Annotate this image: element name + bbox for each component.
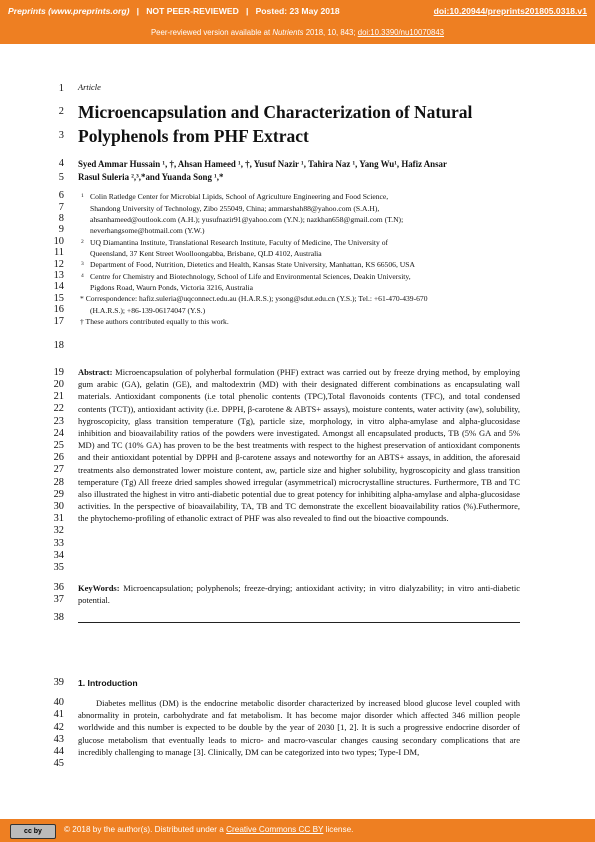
preprints-site-link[interactable]: Preprints (www.preprints.org) [8,6,130,16]
section-divider [78,622,520,623]
line-number: 19 [53,367,64,378]
affiliation-line: Colin Ratledge Center for Microbial Lipids, School of Agriculture Engineering and Food Science, [90,192,389,201]
line-number: 38 [53,612,64,623]
affiliation-line: UQ Diamantina Institute, Translational Research Institute, Faculty of Medicine, The University of [90,237,389,247]
line-number: 13 [53,270,64,281]
line-number: 14 [53,281,64,292]
license-footer [0,819,595,842]
keywords-label: KeyWords: [78,583,120,593]
affiliation-line: Queensland, 37 Kent Street Woolloongabba, Brisbane, QLD 4102, Australia [90,248,322,258]
affiliation-line: Centre for Chemistry and Biotechnology, School of Life and Environmental Sciences, Deakin University, [90,271,411,281]
line-number: 3 [58,130,64,141]
keywords-text: Microencapsulation; polyphenols; freeze-drying; antioxidant activity; in vitro dialyzability; in vitro anti-diabetic potential. [78,583,520,606]
affiliation-3 [81,259,415,270]
line-number: 7 [58,202,64,213]
abstract [78,366,520,525]
line-number: 39 [53,677,64,688]
line-number: 10 [53,236,64,247]
line-number: 37 [53,594,64,605]
affiliation-line: neverhangsome@hotmail.com (Y.W.) [90,226,205,235]
keywords [78,582,520,606]
line-number: 41 [53,709,64,720]
peer-notice-prefix: Peer-reviewed version available at [150,28,273,37]
correspondence: * Correspondence: hafiz.suleria@uqconnect.edu.au (H.A.R.S.); ysong@sdut.edu.cn (Y.S.); Tel.: +61-470-439-670 [80,294,428,303]
journal-name: Nutrients [272,28,304,37]
correspondence: (H.A.R.S.); +86-139-06174047 (Y.S.) [90,305,206,315]
affiliation-mark: 1 [81,193,84,199]
line-number: 8 [58,213,64,224]
line-number: 28 [53,477,64,488]
line-number: 6 [58,190,64,201]
line-number: 17 [53,316,64,327]
banner-separator: | [136,6,140,16]
line-number: 31 [53,513,64,524]
line-number: 34 [53,550,64,561]
line-number: 12 [53,259,64,270]
line-number: 33 [53,538,64,549]
preprint-doi-link[interactable]: doi:10.20944/preprints201805.0318.v1 [433,6,587,16]
abstract-text: Microencapsulation of polyherbal formulation (PHF) extract was carried out by freeze drying method, by employing gum arabic (GA), gelatin (GE), and maltodextrin (MD) with their designated different combinations as encapsulating wall materials. Antioxidant components (i.e total phenolic contents (TPC),Total flavonoids contents (TFC), and total condensed contents (TCT)), antioxidant activity (i.e. DPPH, β-carotene & ABTS+ assays), moisture contents, water activity (aw), solubility, hygroscopicity, glass transition temperature (Tg), particle size, morphology, in vitro alpha-amylase and alpha-glucosidase inhibition and bioavailability ratios of the powders were investigated. Amongst all encapsulated products, TB (5% GA and 5% MD) and TC (10% GA) has proven to be the best treatments with respect to the highest preservation of antioxidant components and their antioxidant potential by DPPH and β-carotene assays and noteworthy for an ABTS+ assays, in addition, the aforesaid treatments also demonstrated lower moisture content, aw, particle size and higher solubility, hygroscopicity and glass transition temperature (Tg) All freeze dried samples showed irregular (asymmetrical) microcrystalline structures. Furthermore, TB and TC also illustrated the highest in vitro anti-diabetic potential due to great potency for inhibiting alpha-amylase and alpha-glucosidase activities. In the perspective of bioavailability, TA, TB and TC demonstrate the excellent bioavailability ratios (%).Futhermore, the phytochemo-profiling of ethanolic extract of PHF was also revealed to find out the bioactive compounds. [78,367,520,524]
preprint-banner [0,0,595,44]
affiliation-line: Pigdons Road, Waurn Ponds, Victoria 3216, Australia [90,282,253,292]
line-number: 15 [53,293,64,304]
line-number: 26 [53,452,64,463]
line-number: 22 [53,403,64,414]
line-number: 24 [53,428,64,439]
line-number: 40 [53,697,64,708]
affiliation-1 [81,191,389,202]
line-number: 29 [53,489,64,500]
line-number: 36 [53,582,64,593]
banner-separator: | [246,6,249,16]
license-suffix: license. [323,825,354,834]
line-number: 35 [53,562,64,573]
line-number: 43 [53,734,64,745]
line-number: 42 [53,722,64,733]
affiliation-mark: 4 [81,272,84,279]
line-number: 1 [58,83,64,94]
line-number: 30 [53,501,64,512]
line-number: 2 [58,106,64,117]
author-list-line: Rasul Suleria ²,³,*and Yuanda Song ¹,* [78,172,224,182]
line-number: 11 [53,247,64,258]
line-number: 4 [58,158,64,169]
line-number: 18 [53,340,64,351]
paper-title-line: Polyphenols from PHF Extract [78,126,309,146]
line-number: 32 [53,525,64,536]
line-number: 20 [53,379,64,390]
license-notice [64,825,353,834]
line-number: 9 [58,224,64,235]
line-number: 5 [58,172,64,183]
article-type: Article [78,83,101,92]
line-number: 21 [53,391,64,402]
equal-contribution-note: † These authors contributed equally to this work. [80,317,229,326]
section-heading-introduction: 1. Introduction [78,678,138,688]
affiliation-4 [81,271,411,282]
line-number: 45 [53,758,64,769]
introduction-text: Diabetes mellitus (DM) is the endocrine metabolic disorder characterized by increased blood glucose level coupled with abnormality in protein, carbohydrate and fat metabolism. It has become major disorder which affected 346 million people worldwide and this number is expected to be double by the year of 2030 [1, 2]. It is such a progressive endocrine disorder of glucose metabolism that eventually leads to micro- and macro-vascular changes causing secondary complications that are incredibly challenging to manage [3]. Clinically, DM can be categorized into two types; Type-I DM, [78,698,520,757]
posted-date: Posted: 23 May 2018 [255,6,340,16]
affiliation-2 [81,237,389,248]
license-link[interactable]: Creative Commons CC BY [226,825,324,834]
author-list-line: Syed Ammar Hussain ¹, †, Ahsan Hameed ¹, †, Yusuf Nazir ¹, Tahira Naz ¹, Yang Wu¹, Hafiz Ansar [78,159,447,169]
paper-title-line: Microencapsulation and Characterization of Natural [78,102,473,122]
affiliation-line: ahsanhameed@outlook.com (A.H.); yusufnazir91@yahoo.com (Y.N.); nazkhan658@gmail.com (T.N); [90,214,404,224]
introduction-paragraph [78,697,520,758]
affiliation-line: Shandong University of Technology, Zibo 255049, China; ammarshah88@yahoo.com (S.A.H), [90,203,380,213]
affiliation-mark: 3 [81,261,84,267]
line-number: 25 [53,440,64,451]
affiliation-line: Department of Food, Nutrition, Dietetics and Health, Kansas State University, Manhattan, KS 66506, USA [90,260,415,269]
creative-commons-badge-icon[interactable]: cc by [10,824,56,839]
affiliation-mark: 2 [81,238,84,245]
journal-doi-link[interactable]: doi:10.3390/nu10070843 [357,28,445,37]
peer-review-status: NOT PEER-REVIEWED [146,6,239,16]
line-number: 23 [53,416,64,427]
line-number: 27 [53,464,64,475]
banner-info [8,6,340,16]
license-prefix: © 2018 by the author(s). Distributed under a [64,825,227,834]
abstract-label: Abstract: [78,367,113,377]
line-number: 44 [53,746,64,757]
journal-volume: 2018, 10, 843; [303,28,358,37]
peer-reviewed-notice [0,28,595,37]
line-number: 16 [53,304,64,315]
